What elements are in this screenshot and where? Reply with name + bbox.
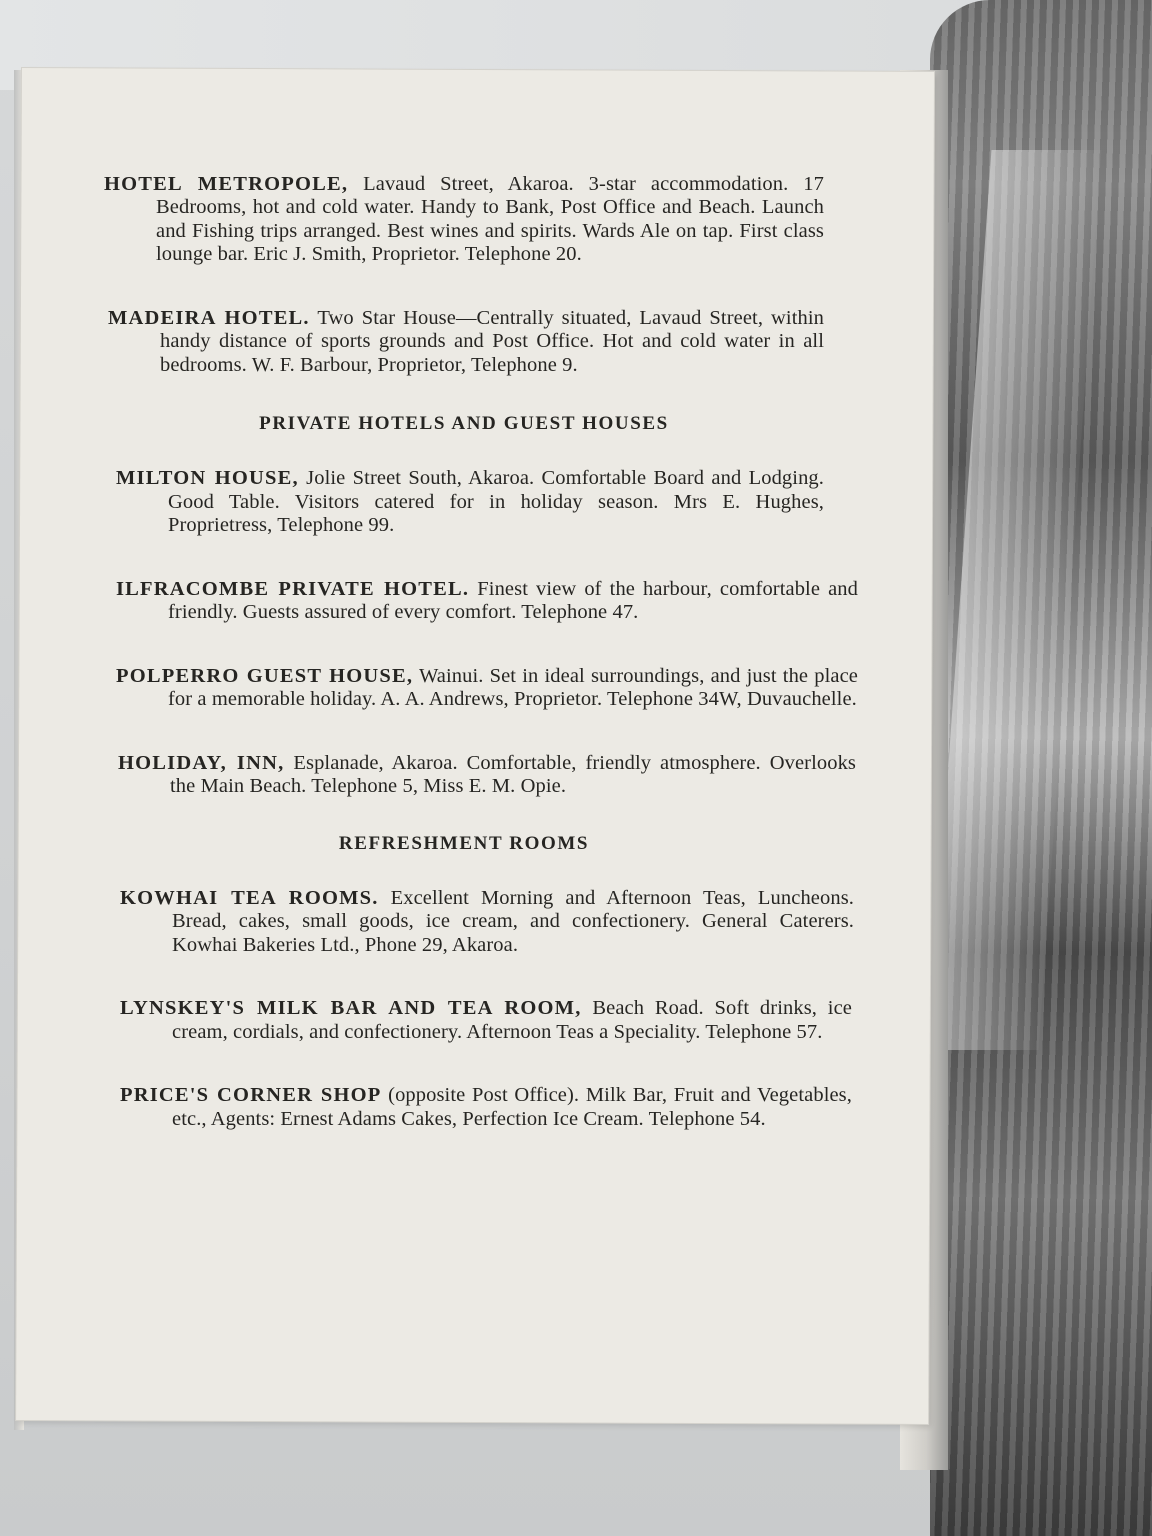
listing-name: HOTEL METROPOLE, bbox=[104, 172, 349, 195]
section-heading-private-hotels: PRIVATE HOTELS AND GUEST HOUSES bbox=[259, 413, 669, 434]
listing-name: LYNSKEY'S MILK BAR AND TEA ROOM, bbox=[120, 997, 582, 1019]
listing-name: KOWHAI TEA ROOMS. bbox=[120, 886, 379, 909]
listing-description: (opposite Post Office). Milk Bar, Fruit and Vegetables, etc., Agents: Ernest Adams Cakes, Perfection Ice Cream. Telephone 54. bbox=[172, 1084, 852, 1130]
listing-milton-house bbox=[116, 467, 824, 538]
listing-name: ILFRACOMBE PRIVATE HOTEL. bbox=[116, 577, 470, 600]
listing-description: Esplanade, Akaroa. Comfortable, friendly atmosphere. Overlooks the Main Beach. Telephone 5, Miss E. M. Opie. bbox=[170, 751, 856, 797]
listing-hotel-metropole bbox=[104, 173, 824, 267]
section-heading-refreshment-rooms: REFRESHMENT ROOMS bbox=[338, 832, 590, 854]
listing-name: PRICE'S CORNER SHOP bbox=[120, 1084, 382, 1106]
listing-description: Lavaud Street, Akaroa. 3-star accommodation. 17 Bedrooms, hot and cold water. Handy to Bank, Post Office and Beach. Launch and Fishing trips arranged. Best wines and spirits. Wards Ale on tap. First class lounge bar. Eric J. Smith, Proprietor. Telephone 20. bbox=[156, 172, 824, 265]
listing-polperro-guest-house bbox=[116, 665, 858, 712]
listing-name: MADEIRA HOTEL. bbox=[108, 306, 310, 329]
listing-name: MILTON HOUSE, bbox=[116, 467, 299, 489]
listing-madeira-hotel bbox=[108, 307, 824, 378]
listings-text bbox=[104, 152, 858, 1171]
listing-name: POLPERRO GUEST HOUSE, bbox=[116, 664, 414, 687]
listing-description: Wainui. Set in ideal surroundings, and just the place for a memorable holiday. A. A. Andrews, Proprietor. Telephone 34W, Duvauchelle. bbox=[168, 664, 858, 710]
listing-description: Beach Road. Soft drinks, ice cream, cordials, and confectionery. Afternoon Teas a Speciality. Telephone 57. bbox=[172, 997, 852, 1043]
listing-description: Jolie Street South, Akaroa. Comfortable Board and Lodging. Good Table. Visitors catered for in holiday season. Mrs E. Hughes, Proprietress, Telephone 99. bbox=[168, 467, 824, 536]
listing-description: Excellent Morning and Afternoon Teas, Luncheons. Bread, cakes, small goods, ice cream, and confectionery. General Caterers. Kowhai Bakeries Ltd., Phone 29, Akaroa. bbox=[172, 886, 854, 956]
listing-holiday-inn bbox=[118, 752, 856, 799]
listing-description: Two Star House—Centrally situated, Lavaud Street, within handy distance of sports grounds and Post Office. Hot and cold water in all bedrooms. W. F. Barbour, Proprietor, Telephone 9. bbox=[160, 306, 824, 376]
listing-ilfracombe-private-hotel bbox=[116, 578, 858, 625]
listing-name: HOLIDAY, INN, bbox=[118, 751, 285, 774]
listing-kowhai-tea-rooms bbox=[120, 887, 854, 958]
listing-description: Finest view of the harbour, comfortable and friendly. Guests assured of every comfort. Telephone 47. bbox=[168, 577, 858, 623]
listing-lynskeys-milk-bar bbox=[120, 997, 852, 1044]
listing-prices-corner-shop bbox=[120, 1084, 852, 1131]
